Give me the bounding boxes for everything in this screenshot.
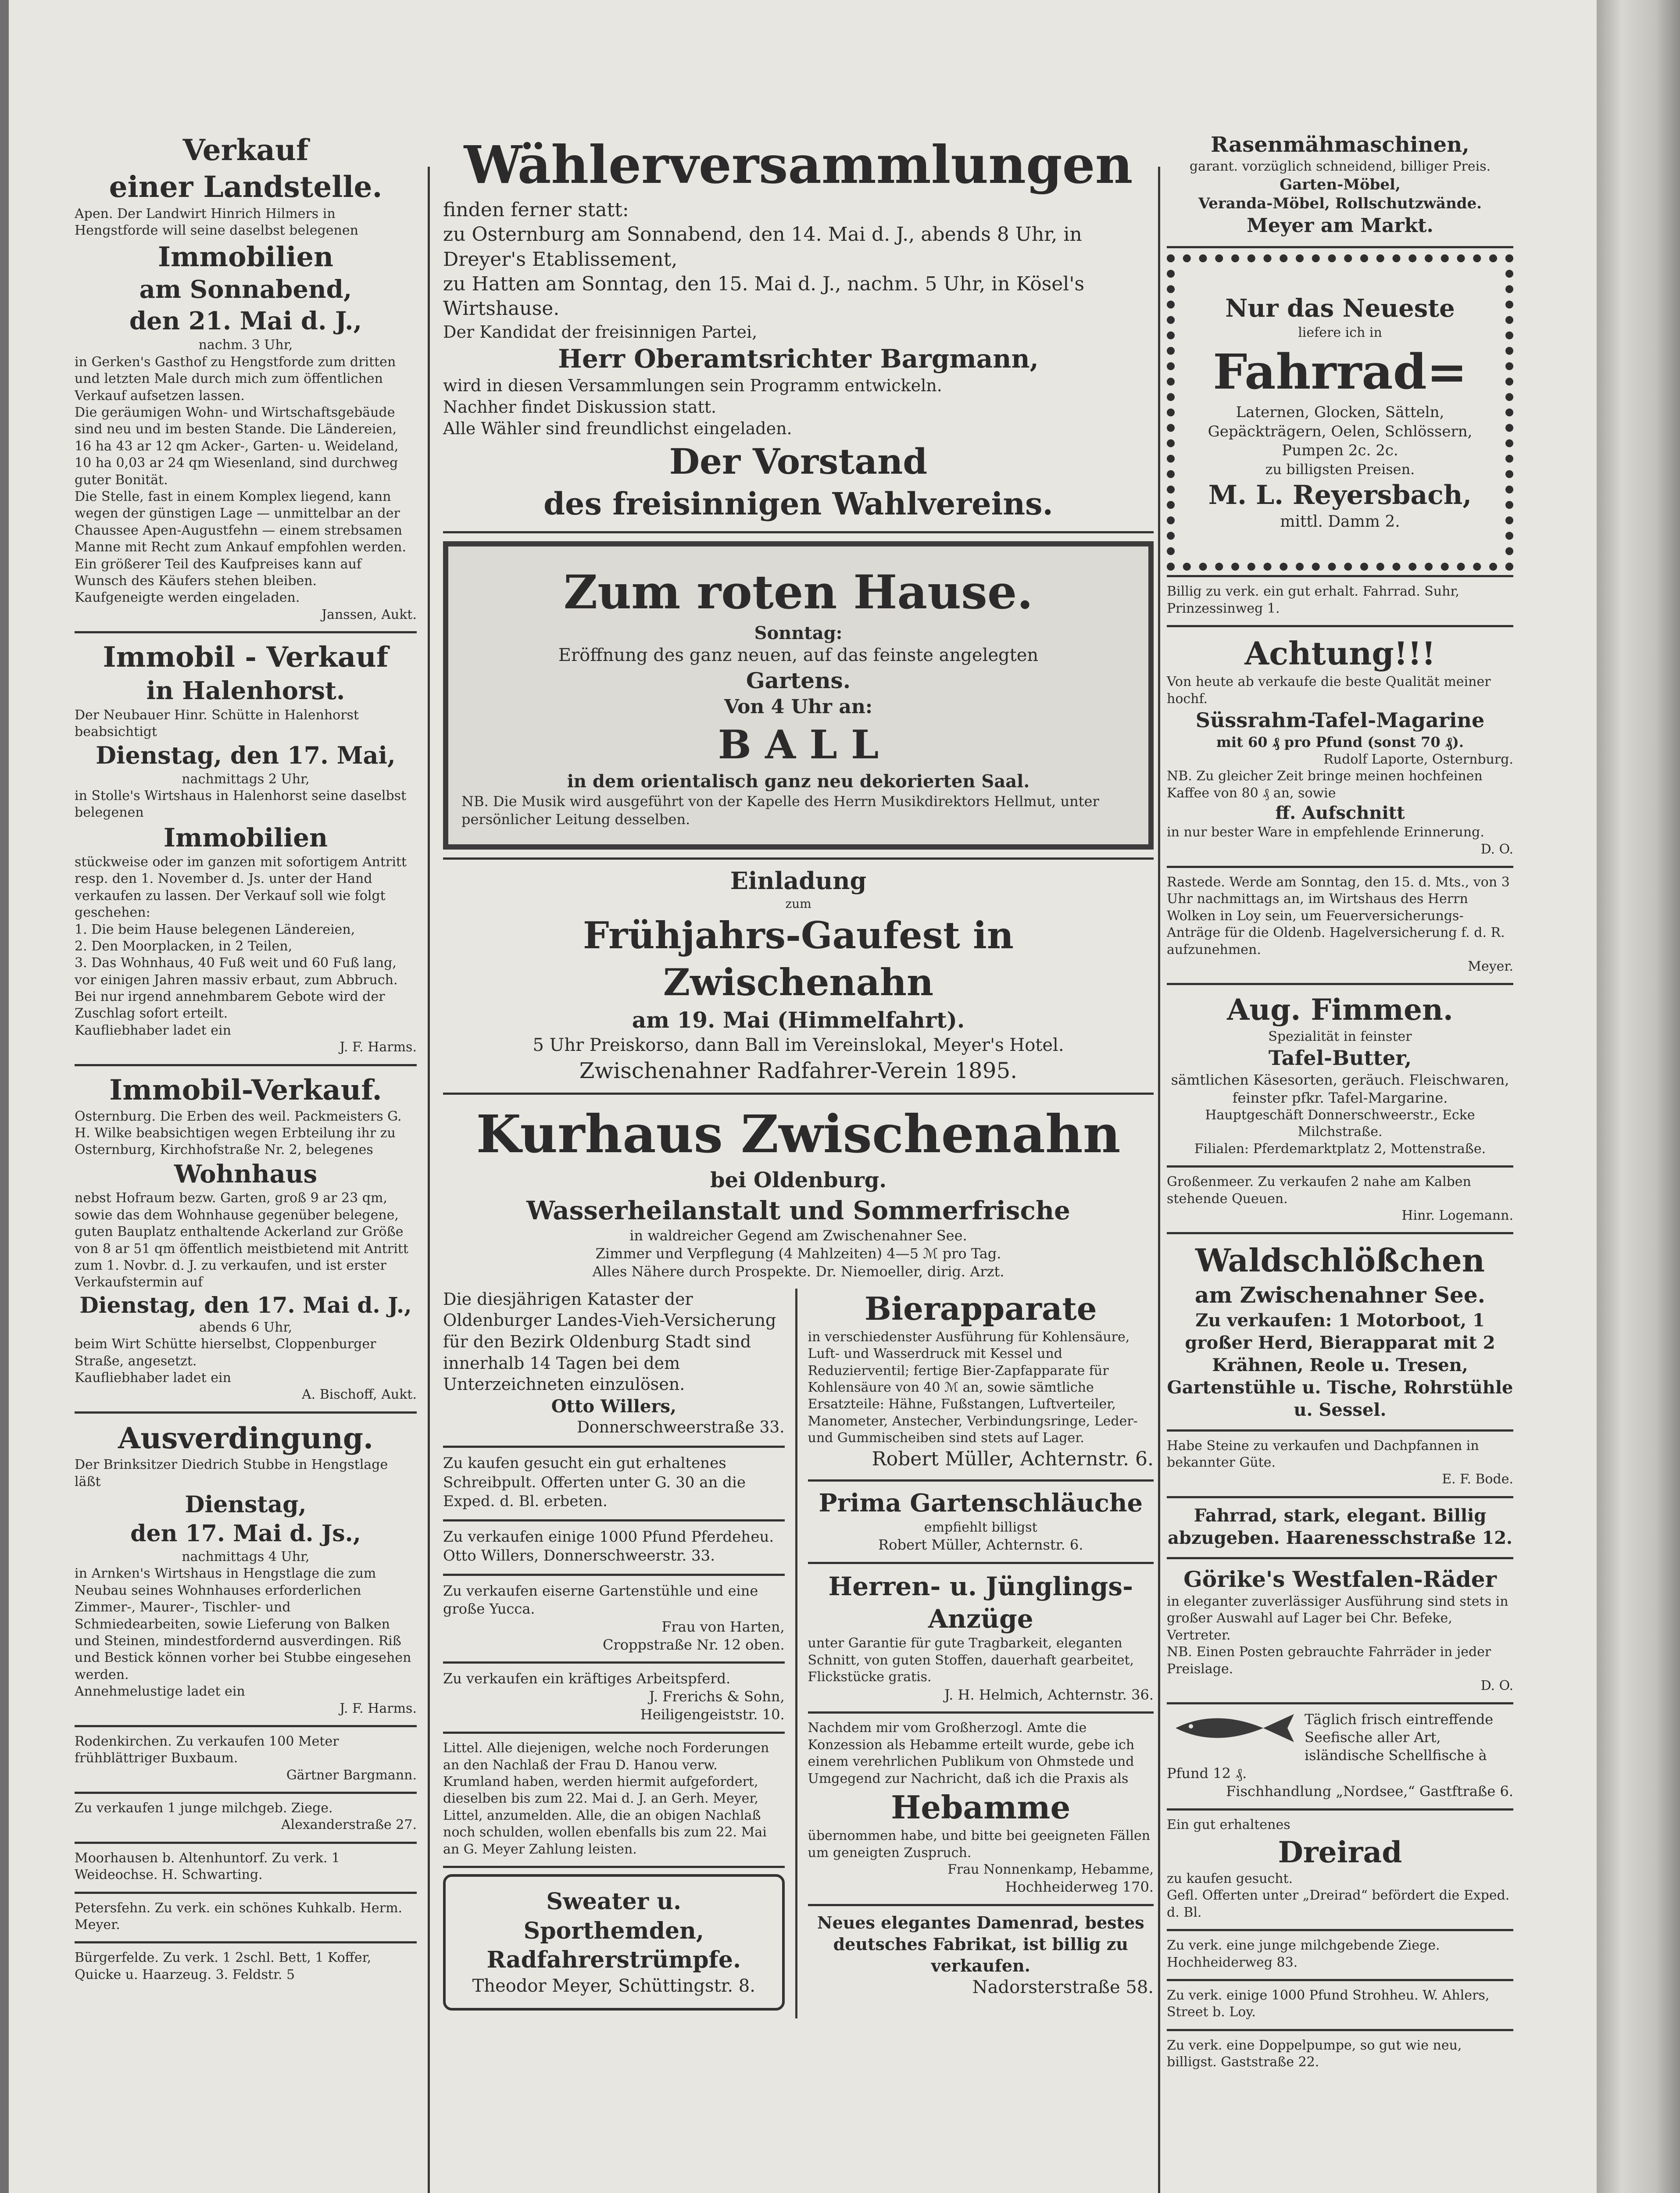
ad-text: Croppstraße Nr. 12 oben. bbox=[602, 1636, 785, 1653]
advertisement bbox=[443, 1874, 785, 2011]
ad-text: Die Stelle, fast in einem Komplex liegend, kann wegen der günstigen Lage — unmittelbar an der Chaussee Apen-Augustfehn — einem strebsamen Manne mit Recht zum Ankauf empfohlen werden. bbox=[75, 489, 407, 555]
ad-text: nachmittags 4 Uhr, bbox=[182, 1549, 310, 1565]
ad-headline: Einladung bbox=[730, 866, 867, 895]
ad-text: Alles Nähere durch Prospekte. Dr. Niemoeller, dirig. Arzt. bbox=[592, 1263, 1004, 1280]
ad-separator bbox=[808, 1904, 1154, 1906]
ad-headline: am 19. Mai (Himmelfahrt). bbox=[632, 1007, 965, 1033]
ad-text: stückweise oder im ganzen mit sofortigem Antritt resp. den 1. November d. Js. unter der Hand verkaufen zu lassen. Der Verkauf soll wie folgt geschehen: bbox=[75, 854, 407, 921]
ad-headline: Immobilien bbox=[163, 822, 328, 853]
advertisement bbox=[75, 1420, 417, 1717]
ad-text: 1. Die beim Hause belegenen Ländereien, bbox=[75, 921, 355, 937]
ad-separator bbox=[443, 1661, 785, 1664]
ad-separator bbox=[1167, 1929, 1513, 1931]
ad-separator bbox=[443, 1574, 785, 1576]
ad-text: 2. Den Moorplacken, in 2 Teilen, bbox=[75, 938, 293, 954]
ad-text: Hinr. Logemann. bbox=[1401, 1208, 1513, 1224]
ad-text: Heiligengeiststr. 10. bbox=[640, 1706, 785, 1723]
advertisement bbox=[1167, 1438, 1513, 1488]
advertisement bbox=[1167, 1240, 1513, 1421]
advertisement bbox=[443, 1670, 785, 1724]
ad-separator bbox=[443, 857, 1154, 860]
ad-headline: Kurhaus Zwischenahn bbox=[476, 1104, 1121, 1165]
ad-headline: des freisinnigen Wahlvereins. bbox=[543, 485, 1053, 522]
ad-text: Rudolf Laporte, Osternburg. bbox=[1323, 751, 1513, 767]
ad-text: Petersfehn. Zu verk. ein schönes Kuhkalb. Herm. Meyer. bbox=[75, 1900, 403, 1933]
ad-text: Kaufliebhaber ladet ein bbox=[75, 1370, 231, 1386]
middle-sub-columns bbox=[443, 1289, 1154, 2018]
ad-headline: Fahrrad= bbox=[1213, 343, 1467, 400]
ad-text: Alle Wähler sind freundlichst eingeladen. bbox=[443, 418, 792, 438]
ad-text: Bürgerfelde. Zu verk. 1 2schl. Bett, 1 Koffer, Quicke u. Haarzeug. 3. Feldstr. 5 bbox=[75, 1950, 372, 1982]
advertisement bbox=[75, 1800, 417, 1834]
ad-headline: M. L. Reyersbach, bbox=[1208, 479, 1472, 511]
ad-text: NB. Die Musik wird ausgeführt von der Kapelle des Herrn Musikdirektors Hellmut, unter persönlicher Leitung desselben. bbox=[461, 793, 1099, 828]
advertisement bbox=[808, 1289, 1154, 1472]
advertisement bbox=[443, 1454, 785, 1511]
ad-text: Meyer. bbox=[1468, 959, 1513, 975]
ad-headline: Achtung!!! bbox=[1244, 635, 1436, 672]
column-left bbox=[75, 132, 417, 1991]
ad-text: Die geräumigen Wohn- und Wirtschaftsgebäude sind neu und im besten Stande. Die Ländereien, 16 ha 43 ar 12 qm Acker-, Garten- u. Weideland, 10 ha 0,03 ar 24 qm Wiesenland, sind durchweg guter Bonität. bbox=[75, 404, 399, 488]
advertisement bbox=[1167, 1504, 1513, 1549]
ad-separator bbox=[808, 1479, 1154, 1482]
advertisement bbox=[1167, 633, 1513, 858]
ad-headline: Veranda-Möbel, Rollschutzwände. bbox=[1198, 195, 1482, 213]
ad-headline: B A L L bbox=[718, 721, 879, 768]
ad-headline: in dem orientalisch ganz neu dekorierten Saal. bbox=[567, 771, 1030, 792]
ad-text: NB. Zu gleicher Zeit bringe meinen hochfeinen Kaffee von 80 ₰ an, sowie bbox=[1167, 768, 1483, 801]
advertisement bbox=[1167, 1937, 1513, 1971]
advertisement bbox=[808, 1912, 1154, 1999]
ad-separator bbox=[75, 1792, 417, 1794]
ad-separator bbox=[75, 1842, 417, 1844]
ad-headline: Görike's Westfalen-Räder bbox=[1183, 1566, 1497, 1593]
ad-text: Der Neubauer Hinr. Schütte in Halenhorst beabsichtigt bbox=[75, 707, 359, 740]
ad-text: Kaufgeneigte werden eingeladen. bbox=[75, 590, 300, 606]
ad-separator bbox=[1167, 1496, 1513, 1498]
ad-headline: Zum roten Hause. bbox=[563, 564, 1033, 620]
ad-text: mittl. Damm 2. bbox=[1280, 513, 1400, 531]
ad-headline: am Sonnabend, bbox=[139, 275, 352, 304]
ad-text: zu Hatten am Sonntag, den 15. Mai d. J., nachm. 5 Uhr, in Kösel's Wirtshause. bbox=[443, 272, 1085, 320]
ad-text: in Arnken's Wirtshaus in Hengstlage die zum Neubau seines Wohnhauses erforderlichen Zimmer-, Maurer-, Tischler- und Schmiedearbeiten, sowie Lieferung von Balken und Steinen, mindestfordernd ausverdingen. Riß und Bestick können vorher bei Stubbe eingesehen werden. bbox=[75, 1566, 411, 1682]
ad-headline: Verkauf bbox=[182, 133, 309, 167]
ad-headline: Waldschlößchen bbox=[1195, 1242, 1485, 1279]
advertisement bbox=[75, 639, 417, 1056]
ad-text: Habe Steine zu verkaufen und Dachpfannen in bekannter Güte. bbox=[1167, 1438, 1479, 1470]
ad-text: finden ferner statt: bbox=[443, 199, 629, 221]
ad-text: Gefl. Offerten unter „Dreirad“ befördert die Exped. d. Bl. bbox=[1167, 1888, 1510, 1920]
ad-headline: Dienstag, bbox=[185, 1491, 307, 1518]
ad-separator bbox=[1167, 1557, 1513, 1559]
ad-text: unter Garantie für gute Tragbarkeit, eleganten Schnitt, von guten Stoffen, dauerhaft gearbeitet, Flickstücke gratis. bbox=[808, 1636, 1134, 1685]
ad-text: Zu verk. eine junge milchgebende Ziege. Hochheiderweg 83. bbox=[1167, 1938, 1440, 1970]
ad-separator bbox=[443, 1093, 1154, 1095]
advertisement bbox=[75, 1950, 417, 1983]
ad-text: Theodor Meyer, Schüttingstr. 8. bbox=[472, 1975, 755, 1996]
ad-text: Von heute ab verkaufe die beste Qualität meiner hochf. bbox=[1167, 674, 1491, 707]
ad-separator bbox=[75, 1941, 417, 1943]
ad-headline: Süssrahm-Tafel-Magarine bbox=[1195, 708, 1485, 732]
ad-text: Nadorsterstraße 58. bbox=[972, 1977, 1154, 1998]
column-rule bbox=[1158, 167, 1160, 2193]
advertisement bbox=[1167, 874, 1513, 975]
ad-headline: mit 60 ₰ pro Pfund (sonst 70 ₰). bbox=[1216, 734, 1464, 750]
ad-text: A. Bischoff, Aukt. bbox=[301, 1387, 417, 1403]
newspaper-page bbox=[9, 0, 1597, 2193]
advertisement bbox=[443, 1740, 785, 1858]
ad-headline: Meyer am Markt. bbox=[1247, 214, 1433, 237]
ad-separator bbox=[443, 1866, 785, 1868]
ad-headline: Sweater u. Sporthemden, bbox=[523, 1888, 704, 1944]
ad-headline: Herr Oberamtsrichter Bargmann, bbox=[558, 344, 1039, 374]
ad-headline: Immobil - Verkauf bbox=[103, 641, 389, 674]
ad-separator bbox=[1167, 246, 1513, 248]
advertisement bbox=[1167, 1817, 1513, 1921]
ad-text: NB. Einen Posten gebrauchte Fahrräder in jeder Preislage. bbox=[1167, 1644, 1491, 1677]
ad-headline: Immobilien bbox=[157, 240, 334, 273]
ad-text: Donnerschweerstraße 33. bbox=[577, 1418, 785, 1436]
ad-headline: ff. Aufschnitt bbox=[1275, 803, 1405, 824]
ad-separator bbox=[1167, 2029, 1513, 2031]
ad-text: Janssen, Aukt. bbox=[322, 607, 417, 622]
ad-text: Zu verkaufen einige 1000 Pfund Pferdeheu. Otto Willers, Donnerschweerstr. 33. bbox=[443, 1528, 774, 1565]
ad-text: Großenmeer. Zu verkaufen 2 nahe am Kalben stehende Queuen. bbox=[1167, 1174, 1471, 1207]
ad-headline: Frühjahrs-Gaufest in Zwischenahn bbox=[583, 913, 1014, 1004]
ad-headline: Prima Gartenschläuche bbox=[819, 1488, 1143, 1518]
ad-separator bbox=[1167, 983, 1513, 985]
middle-top-ads bbox=[443, 132, 1154, 1281]
ad-text: Frau von Harten, bbox=[661, 1618, 785, 1635]
ad-headline: Garten-Möbel, bbox=[1280, 175, 1401, 193]
ad-text: J. H. Helmich, Achternstr. 36. bbox=[944, 1686, 1154, 1703]
ad-headline: Herren- u. Jünglings- bbox=[828, 1571, 1133, 1601]
ad-text: in eleganter zuverlässiger Ausführung sind stets in großer Auswahl auf Lager bei Chr. Befeke, Vertreter. bbox=[1167, 1594, 1508, 1643]
ad-text: Zu verkaufen ein kräftiges Arbeitspferd. bbox=[443, 1670, 731, 1687]
ad-separator bbox=[443, 1446, 785, 1448]
ad-text: in waldreicher Gegend am Zwischenahner See. bbox=[629, 1227, 967, 1244]
ad-text: Ein gut erhaltenes bbox=[1167, 1817, 1290, 1833]
advertisement bbox=[1167, 1711, 1513, 1800]
ad-headline: Ausverdingung. bbox=[118, 1421, 373, 1455]
ad-text: Filialen: Pferdemarktplatz 2, Mottenstraße. bbox=[1194, 1141, 1486, 1157]
ad-text: Zu verk. einige 1000 Pfund Strohheu. W. Ahlers, Street b. Loy. bbox=[1167, 1987, 1490, 2020]
advertisement bbox=[75, 1733, 417, 1784]
ad-text: in Stolle's Wirtshaus in Halenhorst seine daselbst belegenen bbox=[75, 788, 407, 821]
ad-headline: den 21. Mai d. J., bbox=[129, 306, 362, 336]
ad-text: abends 6 Uhr, bbox=[199, 1319, 293, 1335]
ad-headline: Tafel-Butter, bbox=[1268, 1046, 1412, 1070]
ad-text: Rastede. Werde am Sonntag, den 15. d. Mts., von 3 Uhr nachmittags an, im Wirtshaus des Herrn Wolken in Loy sein, um Feuerversicherungs-Anträge für die Oldenb. Hagelversicherung f. d. R. aufzunehmen. bbox=[1167, 875, 1510, 957]
ad-headline: Otto Willers, bbox=[551, 1396, 676, 1417]
ad-headline: Rasenmähmaschinen, bbox=[1211, 132, 1469, 157]
page-edge bbox=[1597, 0, 1680, 2193]
ad-separator bbox=[75, 1725, 417, 1727]
ad-text: zum bbox=[785, 896, 811, 911]
ad-text: wird in diesen Versammlungen sein Programm entwickeln. bbox=[443, 376, 942, 396]
ad-text: nachm. 3 Uhr, bbox=[198, 337, 293, 353]
ad-text: E. F. Bode. bbox=[1442, 1472, 1513, 1487]
ad-separator bbox=[75, 1892, 417, 1894]
ad-text: Nachdem mir vom Großherzogl. Amte die Konzession als Hebamme erteilt wurde, gebe ich einem verehrlichen Publikum von Ohmstede und Umgegend zur Nachricht, daß ich die Praxis als bbox=[808, 1720, 1135, 1786]
ad-separator bbox=[808, 1562, 1154, 1564]
advertisement bbox=[1167, 254, 1513, 571]
advertisement bbox=[75, 1900, 417, 1934]
ad-text: Ein größerer Teil des Kaufpreises kann auf Wunsch des Käufers stehen bleiben. bbox=[75, 556, 362, 589]
ad-separator bbox=[1167, 1232, 1513, 1234]
ad-headline: Immobil-Verkauf. bbox=[109, 1073, 382, 1107]
ad-headline: am Zwischenahner See. bbox=[1194, 1282, 1486, 1308]
ad-separator bbox=[1167, 1808, 1513, 1811]
ad-separator bbox=[1167, 575, 1513, 577]
ad-separator bbox=[808, 1711, 1154, 1714]
advertisement bbox=[1167, 1565, 1513, 1694]
ad-text: Täglich frisch eintreffende Seefische aller Art, isländische Schellfische à Pfund 12 ₰. bbox=[1167, 1711, 1494, 1782]
ad-text: Apen. Der Landwirt Hinrich Hilmers in Hengstforde will seine daselbst belegenen bbox=[75, 206, 358, 239]
ad-separator bbox=[1167, 1979, 1513, 1981]
ad-headline: Dienstag, den 17. Mai, bbox=[96, 741, 396, 770]
ad-text: Der Brinksitzer Diedrich Stubbe in Hengstlage läßt bbox=[75, 1457, 388, 1489]
ad-text: Hochheiderweg 170. bbox=[1005, 1879, 1154, 1896]
ad-separator bbox=[443, 531, 1154, 533]
ad-headline: Zu verkaufen: 1 Motorboot, 1 großer Herd, Bierapparat mit 2 Krähnen, Reole u. Tresen, Gartenstühle u. Tische, Rohrstühle u. Sessel. bbox=[1167, 1310, 1513, 1421]
ad-text: J. F. Harms. bbox=[340, 1039, 417, 1055]
ad-text: Spezialität in feinster bbox=[1268, 1029, 1412, 1044]
advertisement bbox=[1167, 1174, 1513, 1224]
ad-text: Moorhausen b. Altenhuntorf. Zu verk. 1 Weideochse. H. Schwarting. bbox=[75, 1850, 340, 1883]
ad-text: Frau Nonnenkamp, Hebamme, bbox=[947, 1861, 1154, 1877]
column-rule bbox=[428, 167, 430, 2193]
ad-separator bbox=[1167, 1429, 1513, 1432]
advertisement bbox=[808, 1720, 1154, 1896]
advertisement bbox=[443, 1528, 785, 1566]
middle-sub-right bbox=[808, 1289, 1154, 2018]
ad-headline: Gartens. bbox=[746, 668, 851, 694]
ad-headline: bei Oldenburg. bbox=[710, 1168, 887, 1193]
ad-text: Eröffnung des ganz neuen, auf das feinste angelegten bbox=[558, 645, 1039, 666]
ad-headline: Wasserheilanstalt und Sommerfrische bbox=[526, 1195, 1070, 1225]
column-middle bbox=[443, 132, 1154, 2018]
ad-text: Annehmelustige ladet ein bbox=[75, 1684, 245, 1700]
ad-text: Zu verkaufen 1 junge milchgeb. Ziege. bbox=[75, 1800, 333, 1816]
ad-text: Zu verkaufen eiserne Gartenstühle und eine große Yucca. bbox=[443, 1582, 758, 1617]
ad-text: Nachher findet Diskussion statt. bbox=[443, 397, 717, 417]
ad-headline: Sonntag: bbox=[754, 622, 843, 643]
ad-separator bbox=[443, 1519, 785, 1522]
ad-separator bbox=[75, 1411, 417, 1414]
ad-text: Hauptgeschäft Donnerschweerstr., Ecke Milchstraße. bbox=[1205, 1107, 1475, 1140]
advertisement bbox=[1167, 583, 1513, 617]
sub-column-rule bbox=[795, 1289, 797, 2018]
ad-separator bbox=[1167, 866, 1513, 868]
ad-text: zu billigsten Preisen. bbox=[1265, 461, 1415, 478]
ad-text: übernommen habe, und bitte bei geeigneten Fällen um geneigten Zuspruch. bbox=[808, 1828, 1151, 1861]
ad-text: Alexanderstraße 27. bbox=[281, 1817, 417, 1833]
ad-text: zu kaufen gesucht. bbox=[1167, 1871, 1293, 1887]
ad-headline: Anzüge bbox=[928, 1604, 1033, 1634]
advertisement bbox=[1167, 991, 1513, 1157]
ad-headline: Bierapparate bbox=[864, 1289, 1097, 1327]
ad-headline: Fahrrad, stark, elegant. Billig abzugeben. Haarenesschstraße 12. bbox=[1168, 1505, 1512, 1548]
ad-text: Zwischenahner Radfahrer-Verein 1895. bbox=[579, 1058, 1018, 1084]
advertisement bbox=[75, 1072, 417, 1404]
ad-text: in Gerken's Gasthof zu Hengstforde zum dritten und letzten Male durch mich zum öffentlichen Verkauf aufsetzen lassen. bbox=[75, 354, 396, 404]
ad-separator bbox=[443, 1732, 785, 1734]
ad-text: garant. vorzüglich schneidend, billiger Preis. bbox=[1189, 159, 1491, 175]
ad-headline: Aug. Fimmen. bbox=[1227, 993, 1453, 1027]
ad-text: Zimmer und Verpflegung (4 Mahlzeiten) 4—5 ℳ pro Tag. bbox=[595, 1245, 1001, 1262]
advertisement bbox=[808, 1488, 1154, 1554]
advertisement bbox=[443, 866, 1154, 1085]
ad-text: Zu kaufen gesucht ein gut erhaltenes Schreibpult. Offerten unter G. 30 an die Exped. d. Bl. erbeten. bbox=[443, 1454, 746, 1511]
ad-headline: Wohnhaus bbox=[174, 1159, 318, 1189]
advertisement bbox=[75, 1850, 417, 1884]
ad-headline: Von 4 Uhr an: bbox=[724, 696, 873, 718]
ad-text: 5 Uhr Preiskorso, dann Ball im Vereinslokal, Meyer's Hotel. bbox=[533, 1035, 1064, 1055]
advertisement bbox=[75, 132, 417, 623]
advertisement bbox=[1167, 1987, 1513, 2021]
ad-separator bbox=[1167, 625, 1513, 627]
ad-separator bbox=[1167, 1702, 1513, 1704]
ad-separator bbox=[1167, 1165, 1513, 1168]
ad-text: D. O. bbox=[1480, 841, 1513, 857]
advertisement bbox=[443, 1582, 785, 1654]
ad-text: nebst Hofraum bezw. Garten, groß 9 ar 23 qm, sowie das dem Wohnhause gegenüber belegene, guten Bauplatz enthaltende Ackerland zur Größe von 8 ar 51 qm öffentlich meistbietend mit Antritt zum 1. Novbr. d. J. zu verkaufen, und ist erster Verkaufstermin auf bbox=[75, 1190, 408, 1290]
advertisement bbox=[443, 1101, 1154, 1281]
ad-headline: den 17. Mai d. Js., bbox=[130, 1520, 361, 1547]
ad-headline: Dienstag, den 17. Mai d. J., bbox=[79, 1292, 412, 1318]
advertisement bbox=[1167, 132, 1513, 238]
ad-text: Die diesjährigen Kataster der Oldenburger Landes-Vieh-Versicherung für den Bezirk Oldenburg Stadt sind innerhalb 14 Tagen bei dem Unterzeichneten einzulösen. bbox=[443, 1289, 776, 1394]
ad-text: D. O. bbox=[1480, 1678, 1513, 1694]
ad-text: Der Kandidat der freisinnigen Partei, bbox=[443, 322, 758, 342]
ad-headline: Hebamme bbox=[891, 1789, 1071, 1826]
ad-text: Billig zu verk. ein gut erhalt. Fahrrad. Suhr, Prinzessinweg 1. bbox=[1167, 584, 1460, 616]
middle-sub-left bbox=[443, 1289, 785, 2018]
ad-headline: Dreirad bbox=[1278, 1835, 1402, 1869]
ad-text: liefere ich in bbox=[1298, 325, 1382, 340]
ad-text: Laternen, Glocken, Sätteln, Gepäckträgern, Oelen, Schlössern, Pumpen 2c. 2c. bbox=[1208, 404, 1473, 460]
ad-text: J. Frerichs & Sohn, bbox=[649, 1688, 785, 1705]
column-right bbox=[1167, 132, 1513, 2079]
ad-text: nachmittags 2 Uhr, bbox=[182, 771, 310, 787]
ad-text: in nur bester Ware in empfehlende Erinnerung. bbox=[1167, 825, 1484, 840]
advertisement bbox=[443, 132, 1154, 523]
ad-text: in verschiedenster Ausführung für Kohlensäure, Luft- und Wasserdruck mit Kessel und Reduzierventil; fertige Bier-Zapfapparate für Kohlensäure von 40 ℳ an, sowie sämtliche Ersatzteile: Hähne, Fußstangen, Luftverteiler, Manometer, Anstecher, Verbindungsringe, Leder- und Gummischeiben sind stets auf Lager. bbox=[808, 1329, 1138, 1446]
ad-headline: Nur das Neueste bbox=[1225, 294, 1455, 323]
ad-text: beim Wirt Schütte hierselbst, Cloppenburger Straße, angesetzt. bbox=[75, 1336, 376, 1369]
advertisement bbox=[443, 541, 1154, 850]
ad-text: Osternburg. Die Erben des weil. Packmeisters G. H. Wilke beabsichtigen wegen Erbteilung ihr zu Osternburg, Kirchhofstraße Nr. 2, belegenes bbox=[75, 1108, 402, 1158]
ad-text: Robert Müller, Achternstr. 6. bbox=[878, 1536, 1083, 1553]
ad-headline: Radfahrerstrümpfe. bbox=[486, 1947, 741, 1974]
ad-text: sämtlichen Käsesorten, geräuch. Fleischwaren, feinster pfkr. Tafel-Margarine. bbox=[1171, 1071, 1509, 1107]
ad-separator bbox=[75, 631, 417, 633]
advertisement bbox=[808, 1570, 1154, 1704]
ad-text: Gärtner Bargmann. bbox=[286, 1767, 417, 1783]
ad-text: Fischhandlung „Nordsee,“ Gastftraße 6. bbox=[1226, 1783, 1513, 1800]
ad-headline: Neues elegantes Damenrad, bestes deutsches Fabrikat, ist billig zu verkaufen. bbox=[817, 1913, 1144, 1975]
advertisement bbox=[1167, 2037, 1513, 2071]
ad-separator bbox=[75, 1064, 417, 1066]
ad-text: Zu verk. eine Doppelpumpe, so gut wie neu, billigst. Gaststraße 22. bbox=[1167, 2037, 1462, 2070]
ad-text: zu Osternburg am Sonnabend, den 14. Mai d. J., abends 8 Uhr, in Dreyer's Etablissement, bbox=[443, 223, 1082, 271]
ad-headline: Wählerversammlungen bbox=[464, 134, 1133, 195]
ad-text: empfiehlt billigst bbox=[924, 1519, 1037, 1535]
fish-icon bbox=[1167, 1711, 1298, 1746]
ad-headline: einer Landstelle. bbox=[109, 170, 382, 204]
ad-text: Littel. Alle diejenigen, welche noch Forderungen an den Nachlaß der Frau D. Hanou verw. Krumland haben, werden hiermit aufgefordert, dieselben bis zum 22. Mai d. J. an Gerh. Meyer, Littel, anzumelden. Alle, die an obigen Nachlaß noch schulden, wollen ebenfalls bis zum 22. Mai an G. Meyer Zahlung leisten. bbox=[443, 1740, 769, 1857]
ad-headline: in Halenhorst. bbox=[146, 676, 345, 705]
ad-text: Rodenkirchen. Zu verkaufen 100 Meter frühblättriger Buxbaum. bbox=[75, 1733, 339, 1766]
ad-text: Kaufliebhaber ladet ein bbox=[75, 1022, 231, 1038]
advertisement bbox=[443, 1289, 785, 1438]
ad-text: Robert Müller, Achternstr. 6. bbox=[872, 1447, 1154, 1470]
ad-text: 3. Das Wohnhaus, 40 Fuß weit und 60 Fuß lang, vor einigen Jahren massiv erbaut, zum Abbruch. bbox=[75, 955, 398, 988]
ad-text: Bei nur irgend annehmbarem Gebote wird der Zuschlag sofort erteilt. bbox=[75, 989, 385, 1021]
ad-headline: Der Vorstand bbox=[669, 441, 928, 482]
ad-text: J. F. Harms. bbox=[340, 1700, 417, 1716]
